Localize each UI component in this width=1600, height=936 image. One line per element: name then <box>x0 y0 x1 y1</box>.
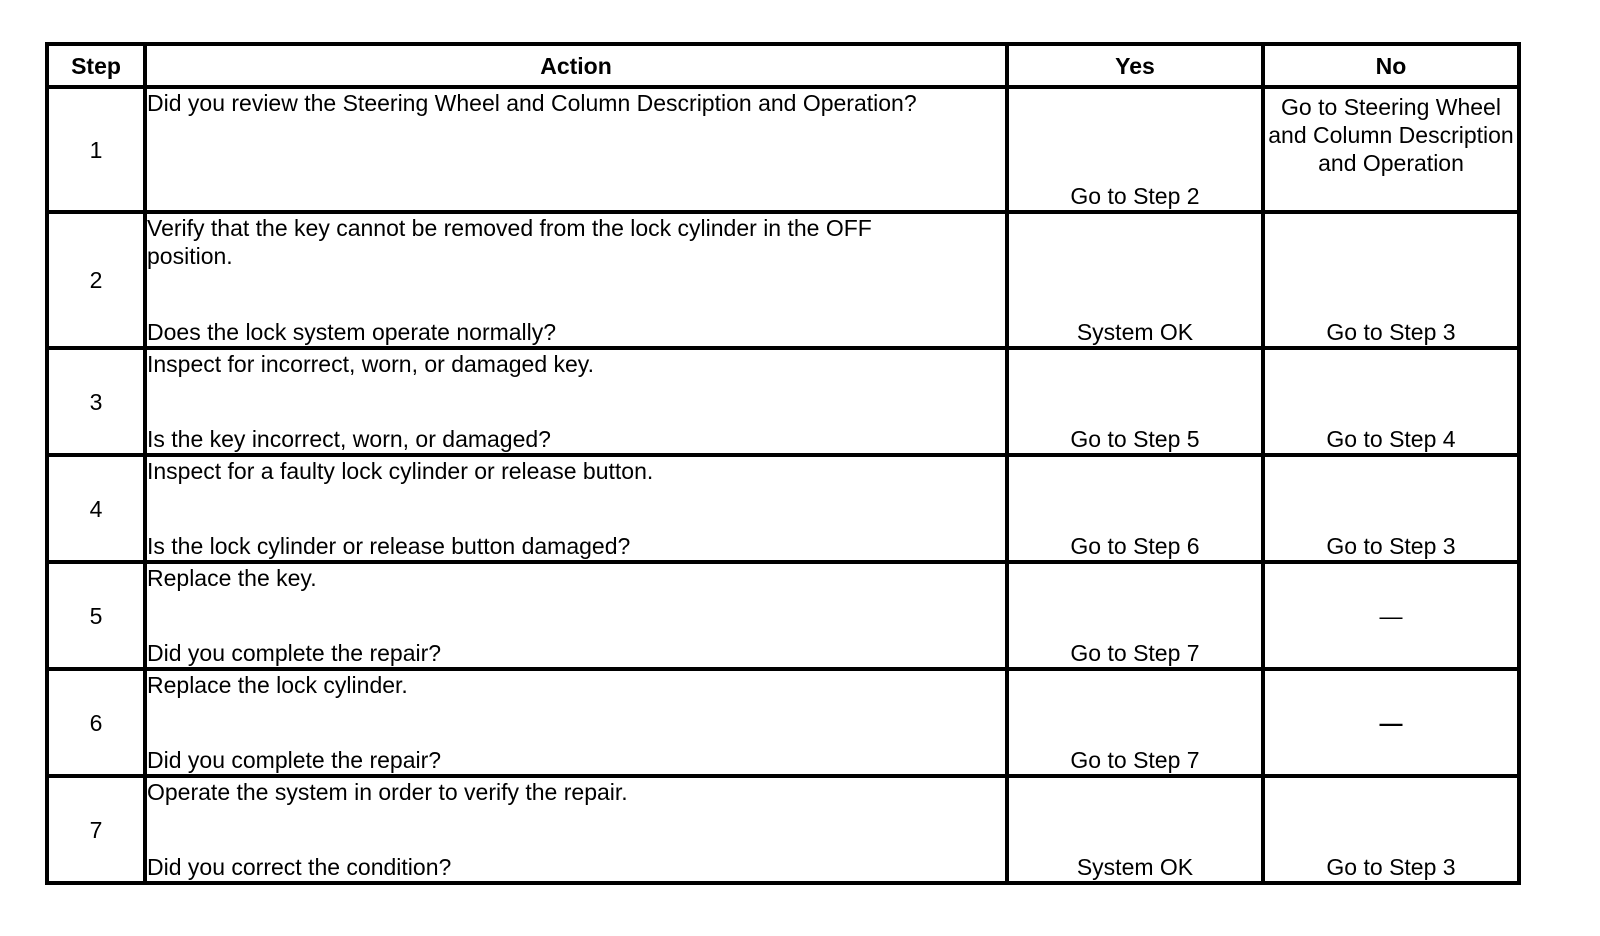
action-instruction: Operate the system in order to verify the repair. <box>147 779 628 805</box>
header-yes: Yes <box>1007 44 1263 87</box>
step-number: 2 <box>47 212 145 348</box>
diagnostic-table <box>45 42 1521 885</box>
step-number: 5 <box>47 562 145 669</box>
table-row <box>47 455 1519 562</box>
table-row <box>47 212 1519 348</box>
action-cell <box>145 455 1007 562</box>
yes-result: Go to Step 7 <box>1007 669 1263 776</box>
no-result: Go to Steering Wheel and Column Description and Operation <box>1263 87 1519 212</box>
header-row <box>47 44 1519 87</box>
action-cell <box>145 776 1007 883</box>
step-number: 3 <box>47 348 145 455</box>
action-cell <box>145 562 1007 669</box>
action-question: Did you complete the repair? <box>147 747 442 773</box>
no-result: Go to Step 3 <box>1263 212 1519 348</box>
no-result: Go to Step 3 <box>1263 455 1519 562</box>
action-instruction: Inspect for a faulty lock cylinder or release button. <box>147 458 654 484</box>
table-row <box>47 669 1519 776</box>
yes-result: System OK <box>1007 776 1263 883</box>
step-number: 7 <box>47 776 145 883</box>
action-question: Did you complete the repair? <box>147 640 442 666</box>
yes-result: System OK <box>1007 212 1263 348</box>
action-instruction: Inspect for incorrect, worn, or damaged key. <box>147 351 594 377</box>
action-cell <box>145 669 1007 776</box>
yes-result: Go to Step 6 <box>1007 455 1263 562</box>
table-row <box>47 87 1519 212</box>
step-number: 1 <box>47 87 145 212</box>
header-action: Action <box>145 44 1007 87</box>
yes-result: Go to Step 5 <box>1007 348 1263 455</box>
no-result: — <box>1263 562 1519 669</box>
action-instruction: Did you review the Steering Wheel and Column Description and Operation? <box>147 90 917 116</box>
step-number: 6 <box>47 669 145 776</box>
step-number: 4 <box>47 455 145 562</box>
no-result: Go to Step 3 <box>1263 776 1519 883</box>
yes-result: Go to Step 7 <box>1007 562 1263 669</box>
action-cell <box>145 348 1007 455</box>
header-no: No <box>1263 44 1519 87</box>
action-question: Is the lock cylinder or release button damaged? <box>147 533 631 559</box>
action-instruction: Replace the lock cylinder. <box>147 672 408 698</box>
action-cell <box>145 212 1007 348</box>
action-instruction: Verify that the key cannot be removed from the lock cylinder in the OFF position. <box>147 215 872 269</box>
table-row <box>47 348 1519 455</box>
no-result: Go to Step 4 <box>1263 348 1519 455</box>
no-result: — <box>1263 669 1519 776</box>
action-cell <box>145 87 1007 212</box>
yes-result: Go to Step 2 <box>1007 87 1263 212</box>
action-question: Did you correct the condition? <box>147 854 452 880</box>
action-instruction: Replace the key. <box>147 565 317 591</box>
header-step: Step <box>47 44 145 87</box>
table-row <box>47 562 1519 669</box>
table-row <box>47 776 1519 883</box>
action-question: Is the key incorrect, worn, or damaged? <box>147 426 551 452</box>
action-question: Does the lock system operate normally? <box>147 319 557 345</box>
